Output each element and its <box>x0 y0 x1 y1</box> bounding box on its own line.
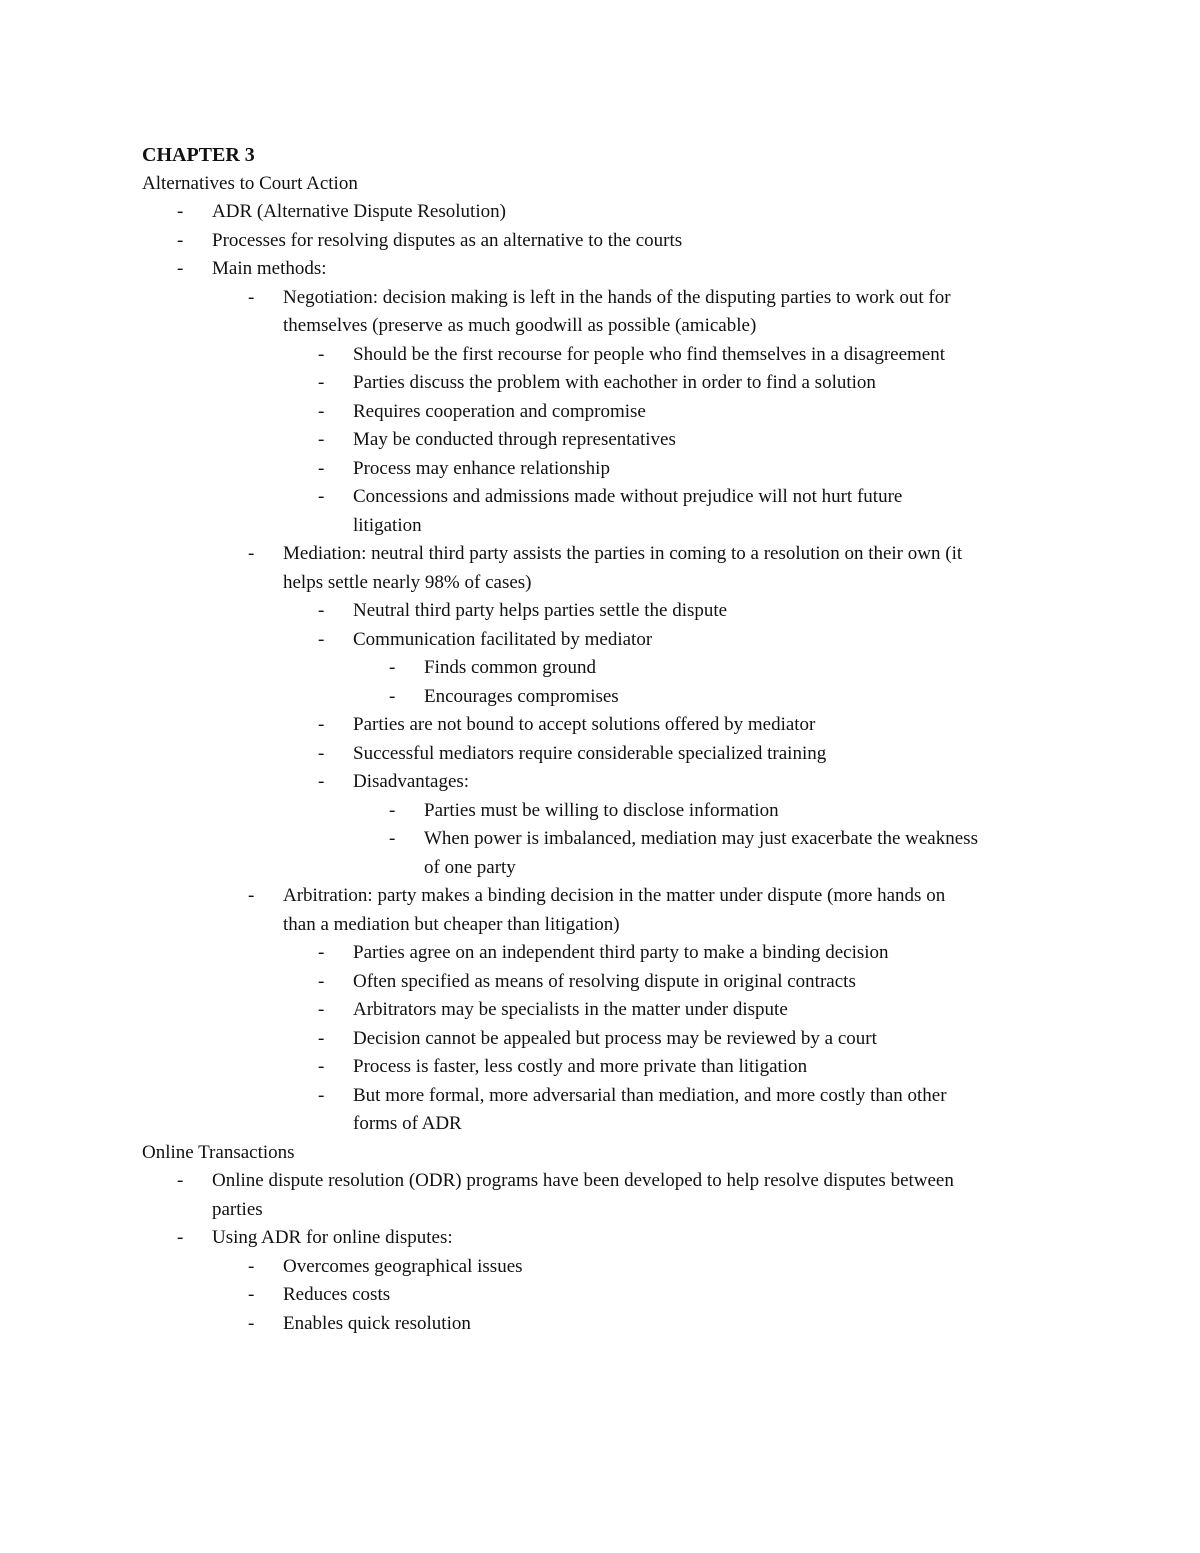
list-item: - Process may enhance relationship <box>142 455 1072 484</box>
list-item-negotiation: - Negotiation: decision making is left in the hands of the disputing parties to work out for <box>142 284 1072 313</box>
bullet-dash: - <box>389 685 396 707</box>
bullet-dash: - <box>318 600 325 621</box>
list-item-mediation: - Mediation: neutral third party assists the parties in coming to a resolution on their own (it <box>142 540 1072 569</box>
list-item: - Parties discuss the problem with eachother in order to find a solution <box>142 369 1072 398</box>
list-item: - Should be the first recourse for people who find themselves in a disagreement <box>142 341 1072 370</box>
list-item: - Online dispute resolution (ODR) programs have been developed to help resolve disputes between <box>142 1167 1072 1196</box>
bullet-dash: - <box>248 885 255 906</box>
bullet-dash: - <box>248 543 255 564</box>
list-item-arbitration: - Arbitration: party makes a binding decision in the matter under dispute (more hands on <box>142 882 1072 911</box>
list-item: - Using ADR for online disputes: <box>142 1224 1072 1253</box>
list-item-continuation: of one party <box>424 856 516 878</box>
bullet-dash: - <box>318 999 325 1020</box>
list-item: - Decision cannot be appealed but process may be reviewed by a court <box>142 1025 1072 1054</box>
section-title: Online Transactions <box>142 1141 295 1163</box>
bullet-dash: - <box>389 828 396 849</box>
list-item: - Arbitrators may be specialists in the matter under dispute <box>142 996 1072 1025</box>
bullet-dash: - <box>318 714 325 735</box>
bullet-dash: - <box>248 286 255 308</box>
bullet-dash: - <box>177 201 184 222</box>
list-item: - Encourages compromises <box>142 683 1072 712</box>
bullet-dash: - <box>318 771 325 792</box>
list-item: - Enables quick resolution <box>142 1310 1072 1339</box>
list-item: - Process is faster, less costly and more private than litigation <box>142 1053 1072 1082</box>
bullet-dash: - <box>389 657 396 678</box>
list-item: - But more formal, more adversarial than mediation, and more costly than other <box>142 1082 1072 1111</box>
list-item: - Main methods: <box>142 255 1072 284</box>
chapter-heading: CHAPTER 3 <box>142 144 255 166</box>
bullet-dash: - <box>177 258 184 279</box>
bullet-dash: - <box>318 1084 325 1106</box>
list-item: - Concessions and admissions made without prejudice will not hurt future <box>142 483 1072 512</box>
list-item-continuation: litigation <box>353 514 422 536</box>
list-item: - Successful mediators require considerable specialized training <box>142 740 1072 769</box>
bullet-dash: - <box>318 457 325 479</box>
bullet-dash: - <box>248 1284 255 1305</box>
list-item: - ADR (Alternative Dispute Resolution) <box>142 198 1072 227</box>
list-item-continuation: forms of ADR <box>353 1113 462 1134</box>
list-item: - Processes for resolving disputes as an alternative to the courts <box>142 227 1072 256</box>
bullet-dash: - <box>318 343 325 365</box>
bullet-dash: - <box>318 372 325 393</box>
bullet-dash: - <box>177 1170 184 1191</box>
bullet-dash: - <box>318 942 325 963</box>
section-title: Alternatives to Court Action <box>142 172 358 194</box>
list-item: - Parties are not bound to accept solutions offered by mediator <box>142 711 1072 740</box>
list-item-continuation: helps settle nearly 98% of cases) <box>283 571 532 593</box>
bullet-dash: - <box>389 799 396 821</box>
list-item: - May be conducted through representatives <box>142 426 1072 455</box>
bullet-dash: - <box>177 1227 184 1248</box>
list-item: - Neutral third party helps parties settle the dispute <box>142 597 1072 626</box>
list-item: - Requires cooperation and compromise <box>142 398 1072 427</box>
list-item-continuation: parties <box>212 1198 263 1220</box>
bullet-dash: - <box>318 429 325 450</box>
list-item: - Disadvantages: <box>142 768 1072 797</box>
bullet-dash: - <box>318 486 325 507</box>
bullet-dash: - <box>318 628 325 650</box>
bullet-dash: - <box>248 1255 255 1277</box>
bullet-dash: - <box>318 970 325 992</box>
list-item-continuation: themselves (preserve as much goodwill as possible (amicable) <box>283 315 757 336</box>
list-item: - Parties agree on an independent third party to make a binding decision <box>142 939 1072 968</box>
list-item: - Often specified as means of resolving dispute in original contracts <box>142 968 1072 997</box>
bullet-dash: - <box>318 1056 325 1077</box>
bullet-dash: - <box>318 742 325 764</box>
bullet-dash: - <box>248 1312 255 1334</box>
list-item: - When power is imbalanced, mediation may just exacerbate the weakness <box>142 825 1072 854</box>
bullet-dash: - <box>177 229 184 251</box>
document-body <box>142 141 1072 1338</box>
list-item: - Finds common ground <box>142 654 1072 683</box>
list-item: - Reduces costs <box>142 1281 1072 1310</box>
bullet-dash: - <box>318 400 325 422</box>
list-item: - Parties must be willing to disclose information <box>142 797 1072 826</box>
list-item: - Communication facilitated by mediator <box>142 626 1072 655</box>
bullet-dash: - <box>318 1027 325 1049</box>
list-item-continuation: than a mediation but cheaper than litigation) <box>283 913 620 935</box>
list-item: - Overcomes geographical issues <box>142 1253 1072 1282</box>
